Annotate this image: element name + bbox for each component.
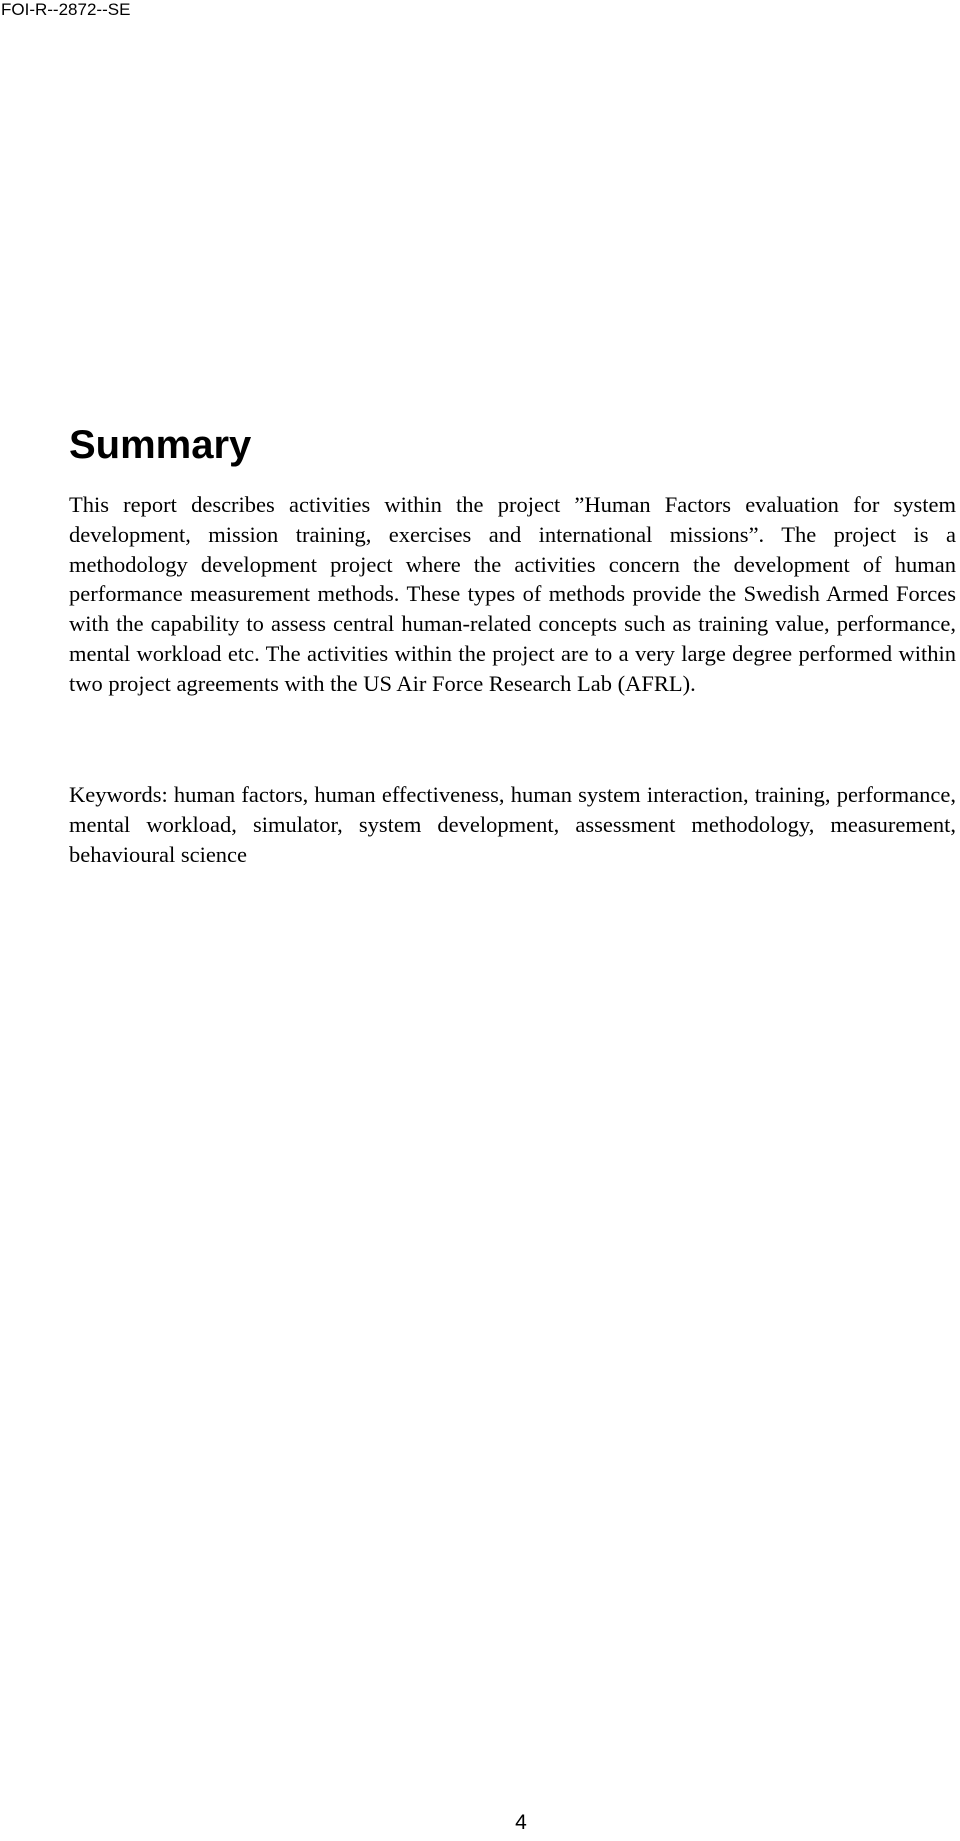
keywords-paragraph: Keywords: human factors, human effectiveness, human system interaction, training, performance, mental workload, simulator, system development, assessment methodology, measurement, behavioural science — [69, 782, 956, 867]
page-number: 4 — [515, 1811, 527, 1834]
summary-paragraph: This report describes activities within the project ”Human Factors evaluation for system development, mission training, exercises and international missions”. The project is a methodology development project where the activities concern the development of human performance measurement methods. These types of methods provide the Swedish Armed Forces with the capability to assess central human-related concepts such as training value, performance, mental workload etc. The activities within the project are to a very large degree performed within two project agreements with the US Air Force Research Lab (AFRL). — [69, 492, 956, 696]
report-id: FOI-R--2872--SE — [1, 0, 131, 19]
page-title: Summary — [69, 423, 252, 467]
